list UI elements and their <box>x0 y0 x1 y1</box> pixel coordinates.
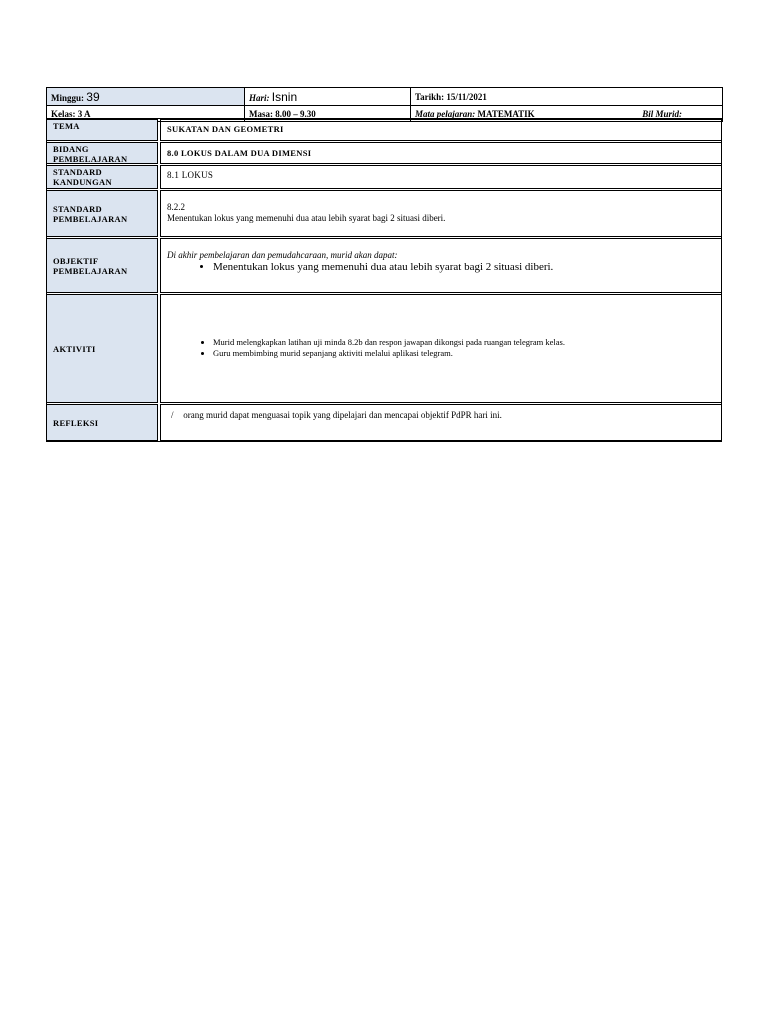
objektif-label-line2: PEMBELAJARAN <box>53 265 128 276</box>
mata-pelajaran-label: Mata pelajaran: <box>415 108 476 119</box>
bidang-label-line2: PEMBELAJARAN <box>53 154 128 164</box>
objektif-label-line1: OBJEKTIF <box>53 255 99 266</box>
standard-kandungan-value: 8.1 LOKUS <box>160 165 722 189</box>
aktiviti-item: • Murid melengkapkan latihan uji minda 8.2b dan respon jawapan dikongsi pada ruangan telegram kelas. <box>213 337 715 348</box>
objektif-intro: Di akhir pembelajaran dan pemudahcaraan, murid akan dapat: <box>167 250 398 260</box>
refleksi-label: REFLEKSI <box>46 404 158 441</box>
grid-outer-border <box>46 118 722 442</box>
refleksi-slash: / <box>171 410 174 420</box>
tema-label: TEMA <box>46 119 158 141</box>
refleksi-text: orang murid dapat menguasai topik yang dipelajari dan mencapai objektif PdPR hari ini. <box>183 410 502 420</box>
minggu-value: 39 <box>86 89 100 104</box>
aktiviti-label: AKTIVITI <box>46 294 158 403</box>
standard-pembelajaran-label-line1: STANDARD <box>53 203 102 214</box>
standard-kandungan-label-line1: STANDARD <box>53 167 102 177</box>
bidang-value: 8.0 LOKUS DALAM DUA DIMENSI <box>160 142 722 164</box>
hari-value: Isnin <box>271 89 298 104</box>
tarikh-cell: Tarikh: 15/11/2021 <box>411 88 723 106</box>
mata-pelajaran-value: MATEMATIK <box>477 108 535 119</box>
hari-cell <box>245 88 411 106</box>
minggu-cell <box>47 88 245 106</box>
bidang-label-line1: BIDANG <box>53 144 89 154</box>
bil-murid-label: Bil Murid: <box>642 108 682 119</box>
minggu-label: Minggu: <box>51 92 85 103</box>
standard-pembelajaran-code: 8.2.2 <box>167 202 185 212</box>
hari-label: Hari: <box>249 92 270 103</box>
tema-value: SUKATAN DAN GEOMETRI <box>160 119 722 141</box>
standard-pembelajaran-label-line2: PEMBELAJARAN <box>53 213 128 224</box>
objektif-item: • Menentukan lokus yang memenuhi dua atau lebih syarat bagi 2 situasi diberi. <box>213 261 715 274</box>
kelas-cell: Kelas: 3 A <box>47 106 245 122</box>
lesson-plan-sheet <box>46 87 722 428</box>
header-table <box>46 87 723 122</box>
masa-cell: Masa: 8.00 – 9.30 <box>245 106 411 122</box>
aktiviti-item: • Guru membimbing murid sepanjang aktiviti melalui aplikasi telegram. <box>213 348 715 359</box>
standard-pembelajaran-text: Menentukan lokus yang memenuhi dua atau lebih syarat bagi 2 situasi diberi. <box>167 213 446 223</box>
standard-kandungan-label-line2: KANDUNGAN <box>53 177 112 187</box>
